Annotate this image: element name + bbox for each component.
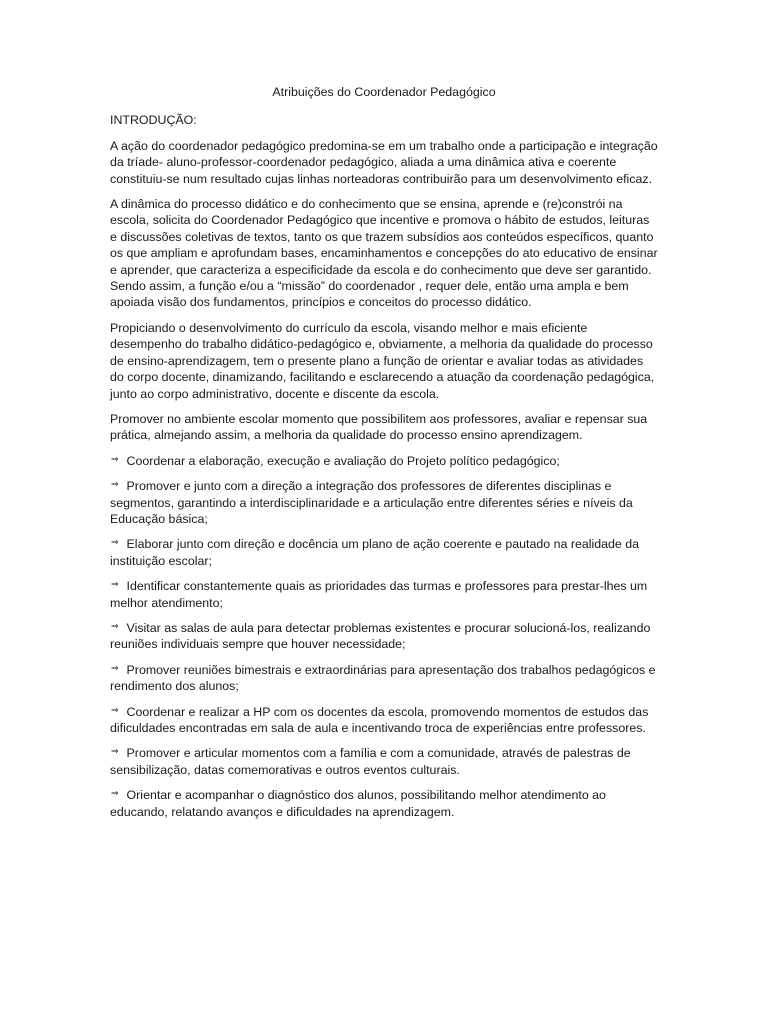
list-item-text: Promover e junto com a direção a integração dos professores de diferentes disciplinas e segmentos, garantindo a interdisciplinaridade e a articulação entre diferentes séries e níveis da Educação básica; — [110, 479, 633, 526]
arrow-bullet-icon: ⇒ — [111, 620, 119, 631]
paragraph-1: A ação do coordenador pedagógico predomina-se em um trabalho onde a participação e integração da tríade- aluno-professor-coordenador pedagógico, aliada a uma dinâmica ativa e coerente constituiu-se num resultado cujas linhas norteadoras contribuirão para um desenvolvimento eficaz. — [110, 138, 658, 186]
list-item — [110, 704, 658, 737]
arrow-bullet-icon: ⇒ — [111, 746, 119, 757]
arrow-bullet-icon: ⇒ — [111, 537, 119, 548]
list-item-text: Identificar constantemente quais as prioridades das turmas e professores para prestar-lhes um melhor atendimento; — [110, 579, 648, 610]
list-item-text: Visitar as salas de aula para detectar problemas existentes e procurar solucioná-los, realizando reuniões individuais sempre que houver necessidade; — [110, 620, 651, 652]
paragraph-2: A dinâmica do processo didático e do conhecimento que se ensina, aprende e (re)constrói na escola, solicita do Coordenador Pedagógico que incentive e promova o hábito de estudos, leituras e discussões coletivas de textos, tanto os que trazem subsídios aos conteúdos específicos, quanto os que ampliam e aprofundam bases, encaminhamentos e concepções do ato educativo de ensinar e aprender, que caracteriza a especificidade da escola e do conhecimento que deve ser garantido. Sendo assim, a função e/ou a “missão” do coordenador , requer dele, então uma ampla e bem apoiada visão dos fundamentos, princípios e conceitos do processo didático. — [110, 197, 658, 310]
arrow-bullet-icon: ⇒ — [111, 453, 119, 464]
list-item-text: Promover reuniões bimestrais e extraordinárias para apresentação dos trabalhos pedagógicos e rendimento dos alunos; — [110, 662, 656, 694]
list-item-text: Promover e articular momentos com a família e com a comunidade, através de palestras de sensibilização, datas comemorativas e outros eventos culturais. — [110, 746, 631, 777]
list-item-text: Orientar e acompanhar o diagnóstico dos alunos, possibilitando melhor atendimento ao educando, relatando avanços e dificuldades na aprendizagem. — [110, 788, 606, 819]
document-page — [110, 84, 658, 829]
arrow-bullet-icon: ⇒ — [111, 788, 119, 799]
paragraph-3: Propiciando o desenvolvimento do currículo da escola, visando melhor e mais eficiente desempenho do trabalho didático-pedagógico e, obviamente, a melhoria da qualidade do processo de ensino-aprendizagem, tem o presente plano a função de orientar e avaliar todas as atividades do corpo docente, dinamizando, facilitando e esclarecendo a atuação da coordenação pedagógica, junto ao corpo administrativo, docente e discente da escola. — [110, 320, 655, 401]
list-item — [110, 536, 658, 569]
list-item — [110, 578, 658, 611]
list-item-text: Coordenar a elaboração, execução e avaliação do Projeto político pedagógico; — [126, 453, 560, 468]
arrow-bullet-icon: ⇒ — [111, 579, 119, 590]
list-item — [110, 787, 658, 820]
list-item — [110, 745, 658, 778]
arrow-bullet-icon: ⇒ — [111, 479, 119, 490]
attributions-list — [110, 453, 658, 820]
list-item-text: Elaborar junto com direção e docência um plano de ação coerente e pautado na realidade da instituição escolar; — [110, 537, 640, 568]
introduction-heading: INTRODUÇÃO: — [110, 113, 197, 128]
document-title: Atribuições do Coordenador Pedagógico — [272, 85, 496, 99]
list-item — [110, 478, 658, 527]
list-item — [110, 453, 658, 469]
paragraph-4: Promover no ambiente escolar momento que possibilitem aos professores, avaliar e repensar sua prática, almejando assim, a melhoria da qualidade do processo ensino aprendizagem. — [110, 411, 648, 443]
list-item-text: Coordenar e realizar a HP com os docentes da escola, promovendo momentos de estudos das dificuldades encontradas em sala de aula e incentivando troca de experiências entre professores. — [110, 704, 649, 735]
list-item — [110, 620, 658, 653]
list-item — [110, 662, 658, 695]
arrow-bullet-icon: ⇒ — [111, 704, 119, 715]
arrow-bullet-icon: ⇒ — [111, 662, 119, 673]
